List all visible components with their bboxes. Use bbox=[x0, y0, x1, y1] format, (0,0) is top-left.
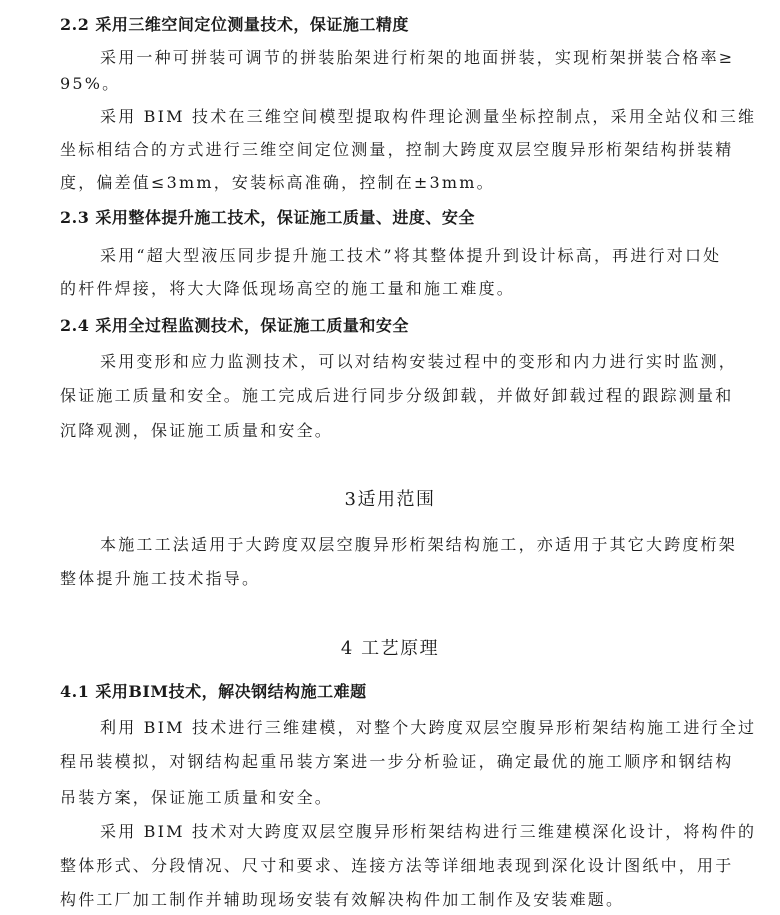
section-2-2-paragraph-2-line-3: 度，偏差值≤3mm，安装标高准确，控制在±3mm。 bbox=[60, 173, 495, 192]
section-2-2-paragraph-1-line-2: 95%。 bbox=[60, 74, 121, 93]
section-4-1-paragraph-1-line-2: 程吊装模拟，对钢结构起重吊装方案进一步分析验证，确定最优的施工顺序和钢结构 bbox=[60, 752, 734, 771]
section-2-4-paragraph-1-line-3: 沉降观测，保证施工质量和安全。 bbox=[60, 421, 334, 440]
section-2-2-paragraph-2-line-2: 坐标相结合的方式进行三维空间定位测量，控制大跨度双层空腹异形桁架结构拼装精 bbox=[60, 140, 734, 159]
section-3-paragraph-1-line-2: 整体提升施工技术指导。 bbox=[60, 569, 261, 588]
section-4-1-paragraph-2-line-1: 采用 BIM 技术对大跨度双层空腹异形桁架结构进行三维建模深化设计，将构件的 bbox=[100, 822, 757, 841]
section-2-4-paragraph-1-line-2: 保证施工质量和安全。施工完成后进行同步分级卸载，并做好卸载过程的跟踪测量和 bbox=[60, 386, 734, 405]
section-4-1-paragraph-2-line-2: 整体形式、分段情况、尺寸和要求、连接方法等详细地表现到深化设计图纸中，用于 bbox=[60, 856, 734, 875]
section-2-4-paragraph-1-line-1: 采用变形和应力监测技术，可以对结构安装过程中的变形和内力进行实时监测， bbox=[100, 352, 738, 371]
section-4-1-heading: 4.1 采用BIM技术，解决钢结构施工难题 bbox=[60, 682, 367, 701]
section-4-heading: 4 工艺原理 bbox=[340, 638, 440, 659]
section-4-1-paragraph-1-line-1: 利用 BIM 技术进行三维建模，对整个大跨度双层空腹异形桁架结构施工进行全过 bbox=[100, 718, 757, 737]
section-2-2-heading: 2.2 采用三维空间定位测量技术，保证施工精度 bbox=[60, 15, 409, 34]
section-2-3-paragraph-1-line-2: 的杆件焊接，将大大降低现场高空的施工量和施工难度。 bbox=[60, 279, 516, 298]
section-2-2-paragraph-2-line-1: 采用 BIM 技术在三维空间模型提取构件理论测量坐标控制点，采用全站仪和三维 bbox=[100, 107, 757, 126]
section-2-4-heading: 2.4 采用全过程监测技术，保证施工质量和安全 bbox=[60, 316, 409, 335]
section-4-1-paragraph-2-line-3: 构件工厂加工制作并辅助现场安装有效解决构件加工制作及安装难题。 bbox=[60, 890, 625, 909]
section-2-3-heading: 2.3 采用整体提升施工技术，保证施工质量、进度、安全 bbox=[60, 208, 475, 227]
section-2-2-paragraph-1-line-1: 采用一种可拼装可调节的拼装胎架进行桁架的地面拼装，实现桁架拼装合格率≥ bbox=[100, 48, 735, 67]
section-3-paragraph-1-line-1: 本施工工法适用于大跨度双层空腹异形桁架结构施工，亦适用于其它大跨度桁架 bbox=[100, 535, 738, 554]
section-4-1-paragraph-1-line-3: 吊装方案，保证施工质量和安全。 bbox=[60, 788, 334, 807]
section-3-heading: 3适用范围 bbox=[344, 489, 436, 510]
section-2-3-paragraph-1-line-1: 采用“超大型液压同步提升施工技术”将其整体提升到设计标高，再进行对口处 bbox=[100, 246, 722, 265]
